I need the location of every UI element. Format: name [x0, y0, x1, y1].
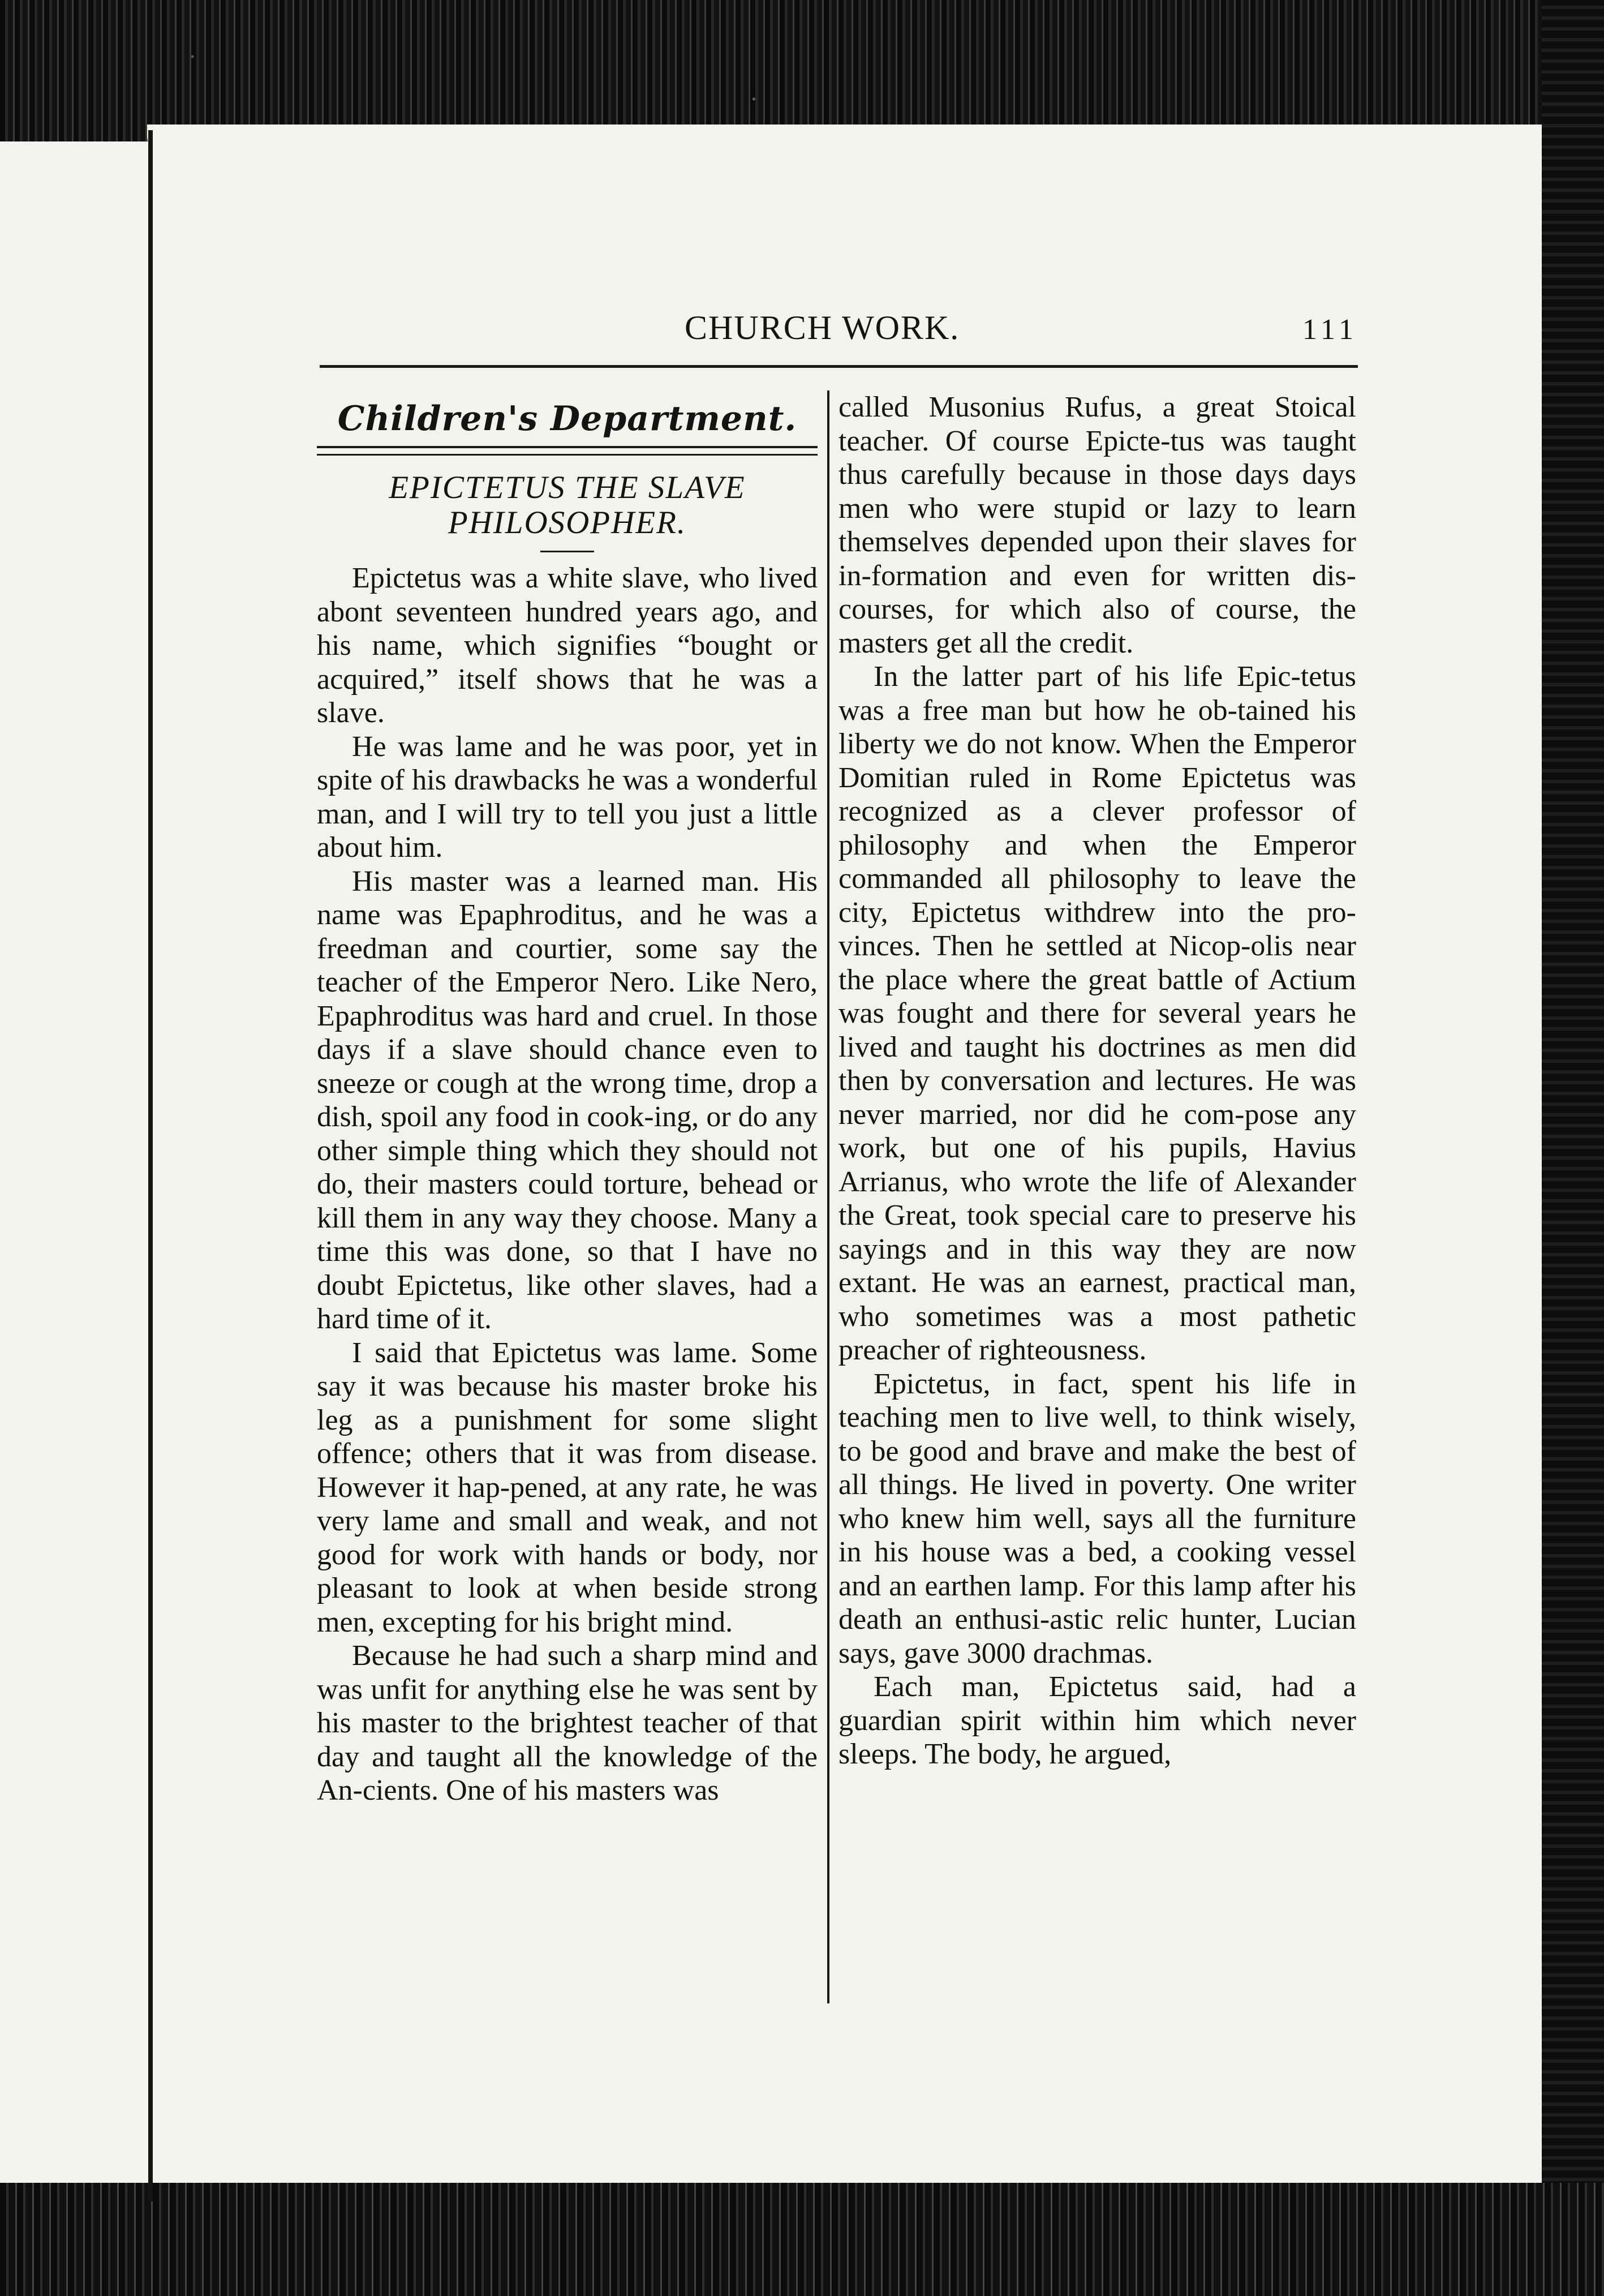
paragraph: In the latter part of his life Epic-tetus was a free man but how he ob-tained his liberty we do not know. When the Emperor Domitian ruled in Rome Epictetus was recognized as a clever professor of philosophy and when the Emperor commanded all philosophy to leave the city, Epictetus withdrew into the pro-vinces. Then he settled at Nicop-olis near the place where the great battle of Actium was fought and there for several years he lived and taught his doctrines as men did then by conversation and lectures. He was never married, nor did he com-pose any work, but one of his pupils, Havius Arrianus, who wrote the life of Alexander the Great, took special care to preserve his sayings and in this way they are now extant. He was an earnest, practical man, who sometimes was a most pathetic preacher of righteousness.	[838, 660, 1356, 1366]
paragraph-continuation: called Musonius Rufus, a great Stoical teacher. Of course Epicte-tus was taught thus carefully because in those days days men who were stupid or lazy to learn themselves depended upon their slaves for in-formation and even for written dis-courses, for which also of course, the masters get all the credit.	[838, 391, 1356, 659]
scan-border-bottom	[0, 2183, 1604, 2296]
paragraph: I said that Epictetus was lame. Some say it was because his master broke his leg as a punishment for some slight offence; others that it was from disease. However it hap-pened, at any rate, he was very lame and small and weak, and not good for work with hands or body, nor pleasant to look at when beside strong men, excepting for his bright mind.	[317, 1336, 818, 1638]
title-separator	[540, 551, 594, 552]
right-column	[838, 390, 1356, 1771]
paragraph: Because he had such a sharp mind and was unfit for anything else he was sent by his master to the brightest teacher of that day and taught all the knowledge of the An-cients. One of his masters was	[317, 1640, 818, 1806]
scan-border-top	[0, 0, 1604, 141]
paragraph: Epictetus was a white slave, who lived abont seventeen hundred years ago, and his name, which signifies “bought or acquired,” itself shows that he was a slave.	[317, 562, 818, 729]
header-rule	[320, 365, 1358, 368]
running-header	[317, 308, 1358, 359]
scan-border-right	[1542, 0, 1604, 2296]
department-rule	[317, 446, 818, 456]
publication-title: CHURCH WORK.	[685, 309, 960, 346]
paragraph: Each man, Epictetus said, had a guardian spirit within him which never sleeps. The body, he argued,	[838, 1671, 1356, 1770]
page-edge-line	[148, 130, 153, 2201]
page-number: 111	[1302, 314, 1358, 346]
column-divider	[827, 390, 829, 2003]
article-title-line-2: PHILOSOPHER.	[448, 505, 687, 540]
department-heading: Children's Department.	[337, 399, 797, 439]
paragraph: He was lame and he was poor, yet in spite of his drawbacks he was a wonderful man, and I will try to tell you just a little about him.	[317, 730, 818, 864]
paragraph: Epictetus, in fact, spent his life in teaching men to live well, to think wisely, to be good and brave and make the best of all things. He lived in poverty. One writer who knew him well, says all the furniture in his house was a bed, a cooking vessel and an earthen lamp. For this lamp after his death an enthusi-astic relic hunter, Lucian says, gave 3000 drachmas.	[838, 1367, 1356, 1670]
article-title-line-1: EPICTETUS THE SLAVE	[389, 470, 746, 505]
paragraph: His master was a learned man. His name was Epaphroditus, and he was a freedman and courtier, some say the teacher of the Emperor Nero. Like Nero, Epaphroditus was hard and cruel. In those days if a slave should chance even to sneeze or cough at the wrong time, drop a dish, spoil any food in cook-ing, or do any other simple thing which they should not do, their masters could torture, behead or kill them in any way they choose. Many a time this was done, so that I have no doubt Epictetus, like other slaves, had a hard time of it.	[317, 865, 818, 1335]
article-title	[317, 470, 818, 540]
left-column	[317, 390, 818, 1808]
